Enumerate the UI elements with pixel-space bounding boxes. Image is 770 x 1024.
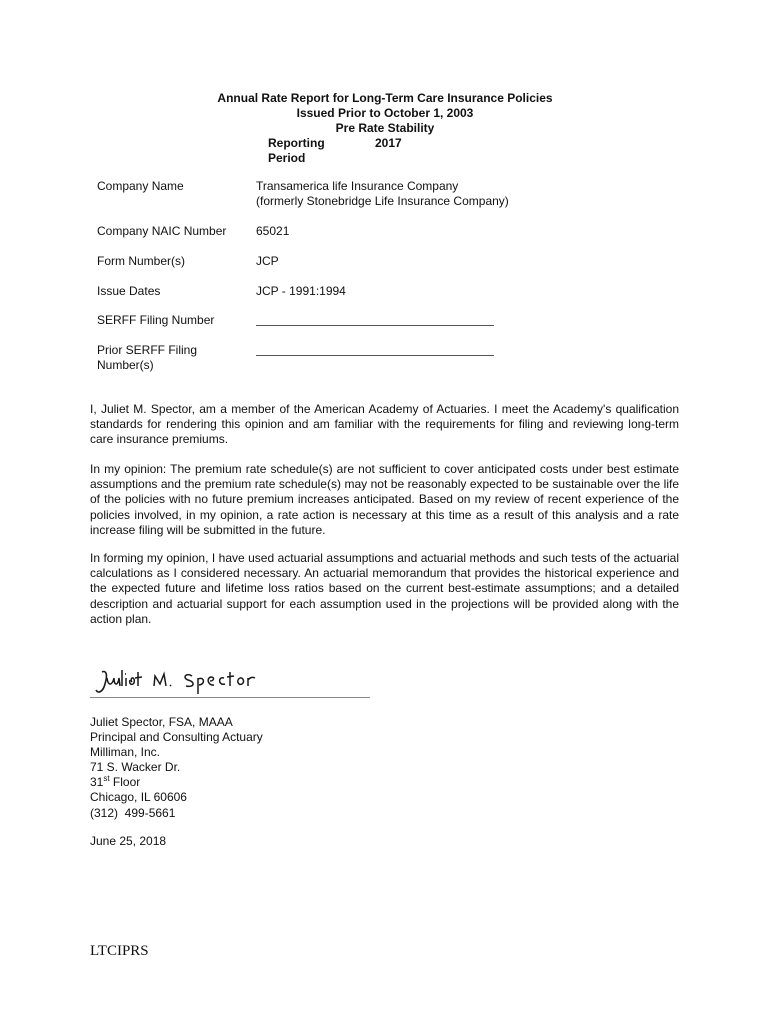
reporting-period-value: 2017 bbox=[375, 136, 402, 150]
paragraph-qualification: I, Juliet M. Spector, am a member of the American Academy of Actuaries. I meet the Academy's qualification standards for rendering this opinion and am familiar with the requirements for filing and reviewing long-term care insurance premiums. bbox=[90, 402, 679, 447]
signer-floor bbox=[90, 775, 263, 790]
signer-phone: (312) 499-5661 bbox=[90, 805, 176, 820]
signer-city: Chicago, IL 60606 bbox=[90, 790, 187, 805]
issue-dates-label: Issue Dates bbox=[97, 284, 161, 298]
signer-name: Juliet Spector, FSA, MAAA bbox=[90, 715, 233, 729]
serff-filing-label: SERFF Filing Number bbox=[97, 313, 215, 327]
issue-dates-value: JCP - 1991:1994 bbox=[256, 284, 346, 298]
report-title bbox=[0, 91, 770, 136]
signature-date: June 25, 2018 bbox=[90, 834, 167, 848]
signer-contact-block bbox=[90, 715, 263, 821]
company-name-label: Company Name bbox=[97, 179, 184, 193]
naic-number-value: 65021 bbox=[256, 224, 290, 238]
company-name-value bbox=[256, 179, 509, 209]
floor-word: Floor bbox=[109, 775, 141, 790]
naic-number-label: Company NAIC Number bbox=[97, 224, 227, 238]
form-number-value: JCP bbox=[256, 254, 279, 268]
reporting-label-line-2: Period bbox=[268, 151, 306, 165]
paragraph-methods: In forming my opinion, I have used actuarial assumptions and actuarial methods and such tests of the actuarial calculations as I considered necessary. An actuarial memorandum that provides the historical experience and the expected future and lifetime loss ratios based on the current best-estimate assumptions; and a detailed description and actuarial support for each assumption used in the projections will be provided along with the action plan. bbox=[90, 551, 679, 626]
signature-line bbox=[90, 697, 370, 698]
reporting-period-label bbox=[268, 136, 325, 166]
company-name-line-2: (formerly Stonebridge Life Insurance Company) bbox=[256, 194, 509, 208]
prior-serff-label-line-1: Prior SERFF Filing bbox=[97, 343, 198, 357]
handwritten-signature bbox=[92, 664, 272, 698]
reporting-label-line-1: Reporting bbox=[268, 136, 325, 150]
signer-title: Principal and Consulting Actuary bbox=[90, 730, 263, 745]
signer-company: Milliman, Inc. bbox=[90, 745, 161, 760]
prior-serff-label-line-2: Number(s) bbox=[97, 358, 154, 372]
floor-suffix: st bbox=[103, 774, 110, 784]
footer-form-code: LTCIPRS bbox=[90, 943, 149, 959]
title-line-1: Annual Rate Report for Long-Term Care Insurance Policies bbox=[217, 91, 553, 105]
title-line-2: Issued Prior to October 1, 2003 bbox=[296, 106, 474, 120]
form-number-label: Form Number(s) bbox=[97, 254, 186, 268]
floor-number: 31 bbox=[90, 775, 104, 790]
prior-serff-blank bbox=[256, 355, 494, 356]
prior-serff-label bbox=[97, 343, 227, 373]
serff-filing-blank bbox=[256, 325, 494, 326]
signer-street: 71 S. Wacker Dr. bbox=[90, 760, 181, 775]
company-name-line-1: Transamerica life Insurance Company bbox=[256, 179, 459, 193]
title-line-3: Pre Rate Stability bbox=[335, 121, 435, 135]
paragraph-opinion: In my opinion: The premium rate schedule(s) are not sufficient to cover anticipated costs under best estimate assumptions and the premium rate schedule(s) may not be reasonably expected to be sustainable over the life of the policies with no future premium increases anticipated. Based on my review of recent experience of the policies involved, in my opinion, a rate action is necessary at this time as a result of this analysis and a rate increase filing will be submitted in the future. bbox=[90, 462, 679, 537]
